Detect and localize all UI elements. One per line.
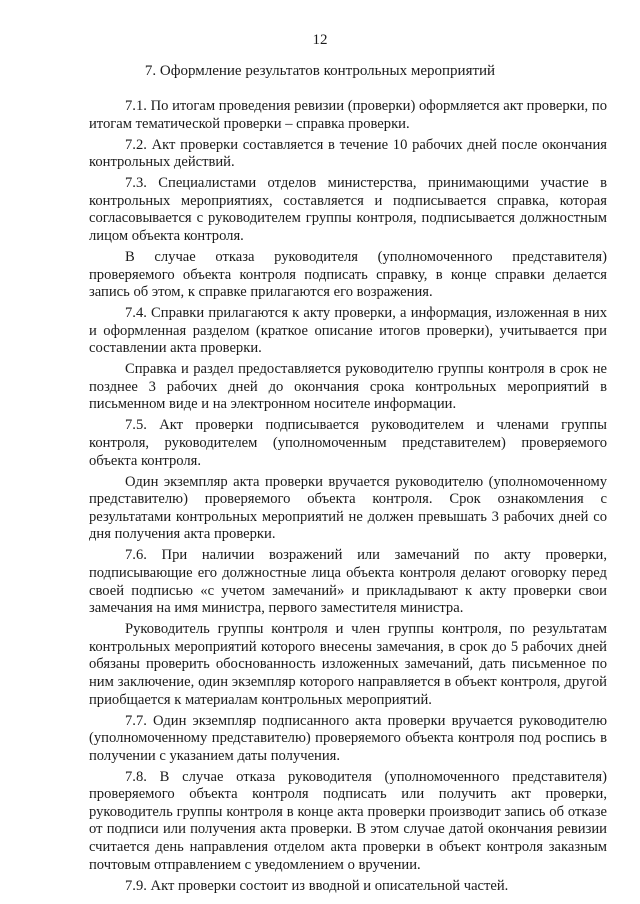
paragraph-7-2: 7.2. Акт проверки составляется в течение 10 рабочих дней после окончания контрольных действий.: [89, 136, 607, 171]
paragraph-7-3-refusal: В случае отказа руководителя (уполномоченного представителя) проверяемого объекта контроля подписать справку, в конце справки делается запись об этом, к справке прилагаются его возражения.: [89, 248, 607, 301]
paragraph-7-9: 7.9. Акт проверки состоит из вводной и описательной частей.: [125, 877, 509, 894]
paragraph-7-5: 7.5. Акт проверки подписывается руководителем и членами группы контроля, руководителем (уполномоченным представителем) проверяемого объекта контроля.: [89, 417, 607, 469]
paragraph-7-8: 7.8. В случае отказа руководителя (уполномоченного представителя) проверяемого объекта контроля подписать или получить акт проверки, руководитель группы контроля в конце акта проверки производит запись об отказе от подписи или получения акта проверки. В этом случае датой окончания ревизии считается день направления отделом акта проверки в объект контроля заказным почтовым отправлением с уведомлением о вручении.: [89, 768, 607, 873]
paragraph-7-3: 7.3. Специалистами отделов министерства, принимающими участие в контрольных мероприятиях, составляется и подписывается справка, которая согласовывается с руководителем группы контроля, подписывается должностным лицом объекта контроля.: [89, 175, 607, 244]
page-number: 12: [312, 32, 328, 48]
document-body: [89, 98, 607, 899]
paragraph-7-5-delivery: Один экземпляр акта проверки вручается руководителю (уполномоченному представителю) проверяемого объекта контроля. Срок ознакомления с результатами контрольных мероприятий не должен превышать 3 рабочих дней со дня получения акта проверки.: [89, 473, 607, 543]
paragraph-7-4: 7.4. Справки прилагаются к акту проверки, а информация, изложенная в них и оформленная разделом (краткое описание итогов проверки), учитывается при составлении акта проверки.: [89, 305, 607, 357]
paragraph-7-7: 7.7. Один экземпляр подписанного акта проверки вручается руководителю (уполномоченному представителю) проверяемого объекта контроля под роспись в получении с указанием даты получения.: [89, 712, 607, 764]
paragraph-7-4-deadline: Справка и раздел предоставляется руководителю группы контроля в срок не позднее 3 рабочих дней до окончания срока контрольных мероприятий в письменном виде и на электронном носителе информации.: [89, 361, 607, 413]
paragraph-7-6-review: Руководитель группы контроля и член группы контроля, по результатам контрольных мероприятий которого внесены замечания, в срок до 5 рабочих дней обязаны проверить обоснованность изложенных замечаний, дать письменное по ним заключение, один экземпляр которого направляется в объект контроля, другой приобщается к материалам контрольных мероприятий.: [89, 621, 607, 708]
paragraph-7-1: 7.1. По итогам проведения ревизии (проверки) оформляется акт проверки, по итогам тематической проверки – справка проверки.: [89, 98, 607, 132]
section-heading: 7. Оформление результатов контрольных мероприятий: [144, 63, 496, 79]
paragraph-7-6: 7.6. При наличии возражений или замечаний по акту проверки, подписывающие его должностные лица объекта контроля делают оговорку перед своей подписью «с учетом замечаний» и прикладывают к акту проверки свои замечания на имя министра, первого заместителя министра.: [89, 547, 607, 617]
